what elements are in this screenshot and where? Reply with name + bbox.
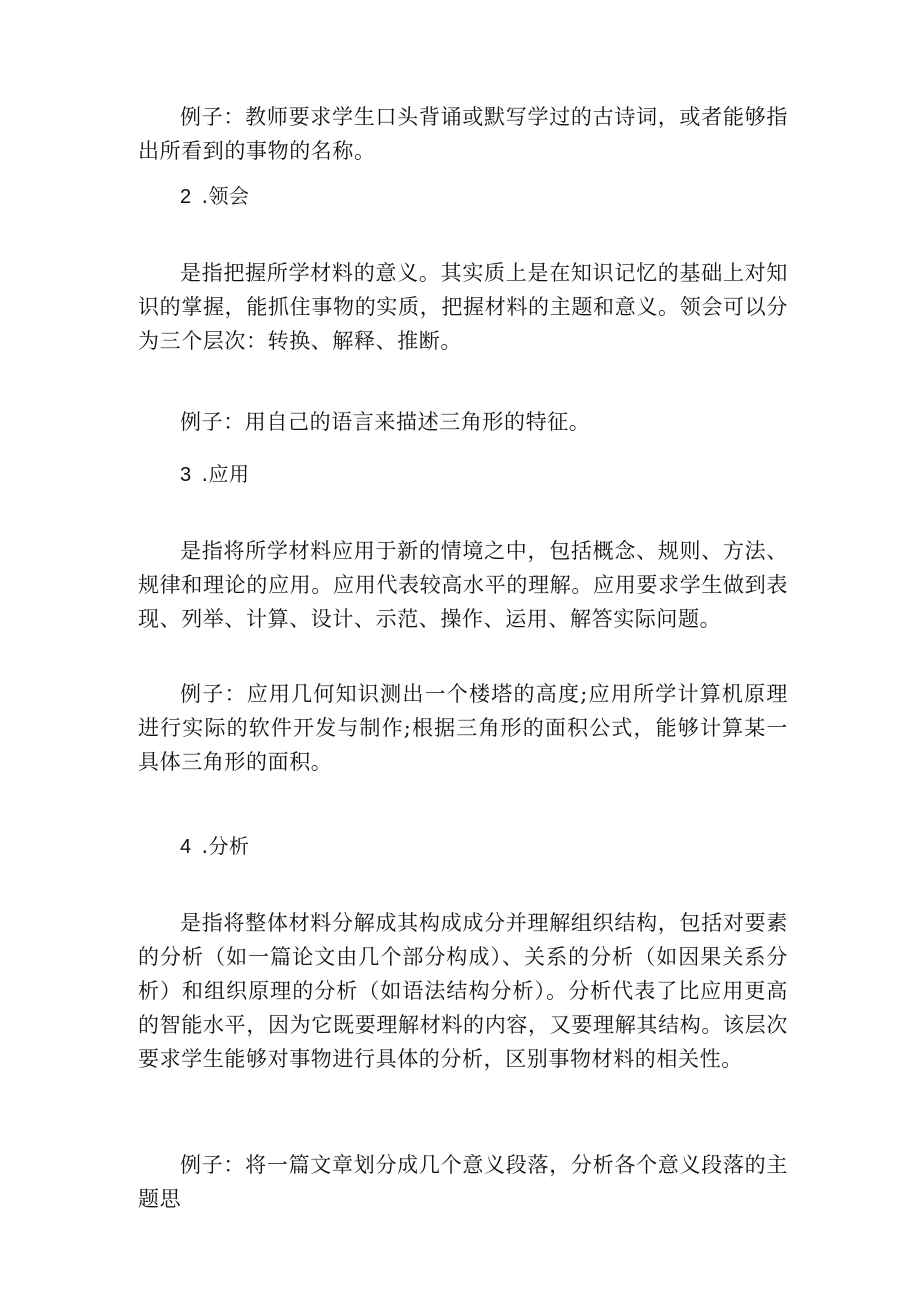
paragraph-application-definition: 是指将所学材料应用于新的情境之中，包括概念、规则、方法、规律和理论的应用。应用代表较高水平的理解。应用要求学生做到表现、列举、计算、设计、示范、操作、运用、解答实际问题。 [138, 539, 788, 631]
section-heading-comprehension [180, 182, 249, 211]
paragraph-example-analysis: 例子：将一篇文章划分成几个意义段落，分析各个意义段落的主题思 [138, 1153, 788, 1211]
paragraph-analysis-definition: 是指将整体材料分解成其构成成分并理解组织结构，包括对要素的分析（如一篇论文由几个部分构成）、关系的分析（如因果关系分析）和组织原理的分析（如语法结构分析）。分析代表了比应用更高的智能水平，因为它既要理解材料的内容，又要理解其结构。该层次要求学生能够对事物进行具体的分析，区别事物材料的相关性。 [138, 911, 788, 1071]
section-heading-application [180, 460, 249, 489]
section-heading-analysis [180, 832, 249, 861]
section-title: .分析 [201, 834, 250, 858]
section-title: .领会 [201, 184, 250, 208]
paragraph-example-application: 例子：应用几何知识测出一个楼塔的高度;应用所学计算机原理进行实际的软件开发与制作;根据三角形的面积公式，能够计算某一具体三角形的面积。 [138, 682, 788, 774]
section-number: 2 [180, 186, 192, 208]
paragraph-example-comprehension: 例子：用自己的语言来描述三角形的特征。 [180, 410, 591, 434]
section-number: 3 [180, 464, 192, 486]
section-title: .应用 [201, 462, 250, 486]
paragraph-example-memory: 例子：教师要求学生口头背诵或默写学过的古诗词，或者能够指出所看到的事物的名称。 [138, 105, 788, 163]
paragraph-comprehension-definition: 是指把握所学材料的意义。其实质上是在知识记忆的基础上对知识的掌握，能抓住事物的实质，把握材料的主题和意义。领会可以分为三个层次：转换、解释、推断。 [138, 261, 788, 353]
section-number: 4 [180, 836, 192, 858]
